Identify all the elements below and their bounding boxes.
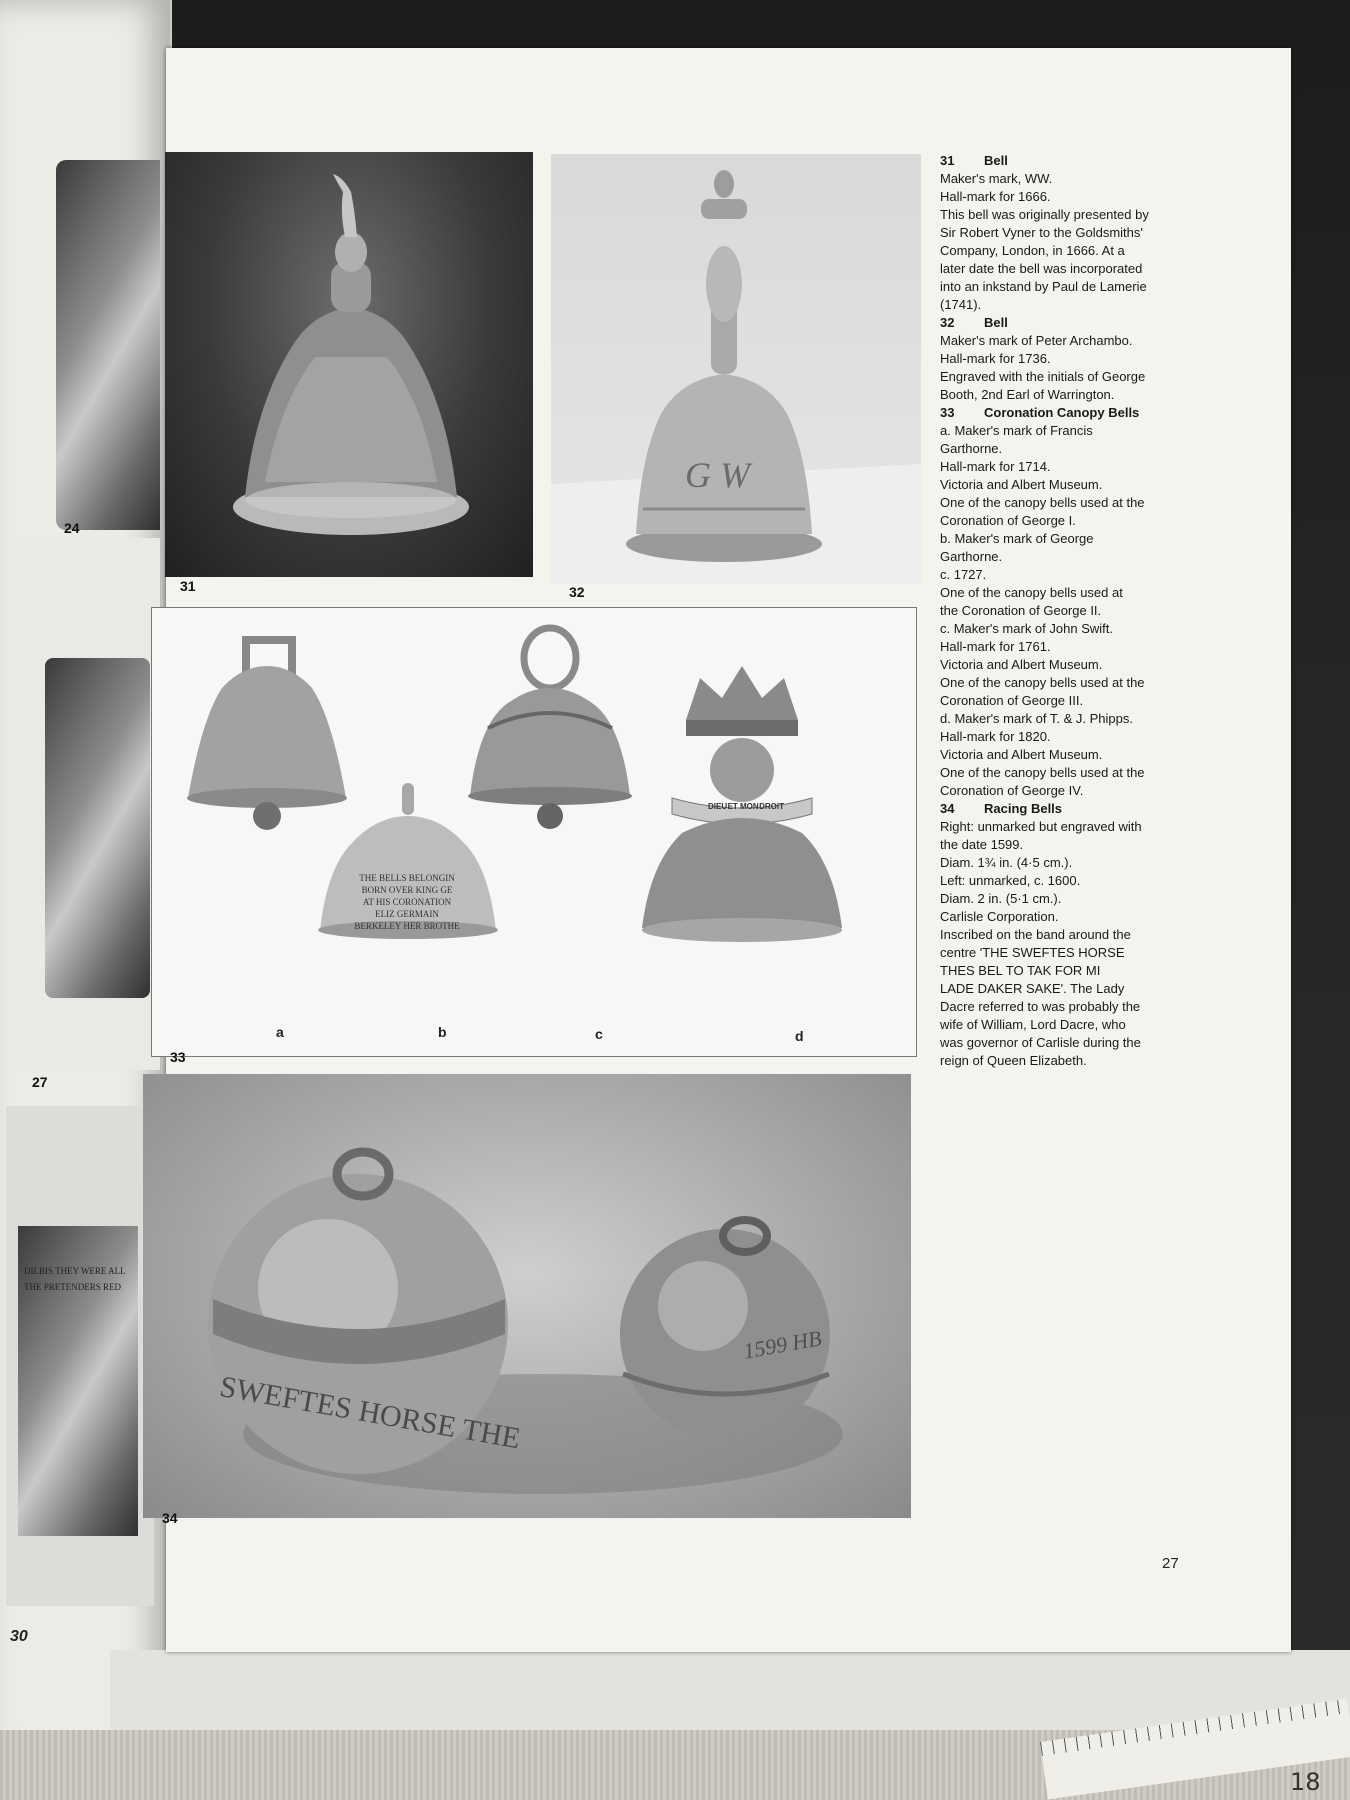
caption-line: Victoria and Albert Museum. [940,747,1103,762]
ruler-mark: 18 [1290,1768,1321,1796]
caption-line: Victoria and Albert Museum. [940,657,1103,672]
caption-line: reign of Queen Elizabeth. [940,1053,1087,1068]
caption-line: into an inkstand by Paul de Lamerie [940,279,1147,294]
ribbon-word-3: DROIT [759,802,784,811]
caption-34 [940,800,1185,1070]
captions-column [940,152,1185,1070]
tankard-photo [56,160,160,530]
caption-line: Diam. 1¾ in. (4·5 cm.). [940,855,1073,870]
caption-line: Maker's mark of Peter Archambo. [940,333,1133,348]
caption-line: Sir Robert Vyner to the Goldsmiths' [940,225,1143,240]
photo-coronation-bells-33 [151,607,917,1057]
caption-31-title: Bell [984,153,1008,168]
page-number: 27 [1162,1555,1179,1572]
caption-line: d. Maker's mark of T. & J. Phipps. [940,711,1133,726]
caption-line: Diam. 2 in. (5·1 cm.). [940,891,1062,906]
caption-line: c. 1727. [940,567,987,582]
caption-33-heading [940,404,1185,422]
caption-line: Hall-mark for 1736. [940,351,1051,366]
ribbon-motto [708,802,784,811]
caption-33-title: Coronation Canopy Bells [984,405,1140,420]
ribbon-word-1: DIEU [708,802,728,811]
caption-line: the date 1599. [940,837,1024,852]
photo-bell-32 [551,154,921,584]
caption-line: One of the canopy bells used at the [940,495,1145,510]
sub-label-d: d [795,1028,804,1044]
caption-line: was governor of Carlisle during the [940,1035,1141,1050]
caption-line: One of the canopy bells used at the [940,765,1145,780]
caption-31-number: 31 [940,153,955,168]
caption-line: Carlisle Corporation. [940,909,1059,924]
ribbon-word-2: ET MON [727,802,759,811]
caption-line: a. Maker's mark of Francis [940,423,1093,438]
table-bell-illustration [551,154,921,584]
caption-line: Dacre referred to was probably the [940,999,1141,1014]
racing-bells-illustration [143,1074,911,1518]
caption-line: the Coronation of George II. [940,603,1102,618]
inscription-line-4: ELIZ GERMAIN [375,909,439,919]
caption-line: Coronation of George III. [940,693,1084,708]
left-page-number: 30 [10,1628,28,1645]
caption-line: (1741). [940,297,982,312]
engraved-initials: G W [685,455,750,495]
caption-line: Inscribed on the band around the [940,927,1131,942]
bell-b-inscription [332,872,482,932]
caption-line: Company, London, in 1666. At a [940,243,1125,258]
caption-line: Hall-mark for 1761. [940,639,1051,654]
caption-34-number: 34 [940,801,955,816]
caption-line: THES BEL TO TAK FOR MI [940,963,1101,978]
caption-line: This bell was originally presented by [940,207,1149,222]
caption-line: Coronation of George IV. [940,783,1084,798]
photo-racing-bells-34 [143,1074,911,1518]
inscription-line-3: AT HIS CORONATION [362,897,452,907]
caption-line: One of the canopy bells used at [940,585,1123,600]
caption-line: Hall-mark for 1714. [940,459,1051,474]
figure-number-27: 27 [32,1074,48,1090]
inscription-line-5: BERKELEY HER BROTHE [354,921,460,931]
page-edge [110,1650,1350,1730]
caption-33-number: 33 [940,405,955,420]
caption-line: b. Maker's mark of George [940,531,1094,546]
caption-34-title: Racing Bells [984,801,1063,816]
beaker-text-1: DILBIS THEY WERE ALL [24,1266,126,1276]
caption-33 [940,404,1185,800]
caption-line: Garthorne. [940,549,1003,564]
sub-label-c: c [595,1026,603,1042]
caption-31-heading [940,152,1185,170]
coronation-bells-illustration [152,608,916,1056]
caption-line: Hall-mark for 1820. [940,729,1051,744]
beaker-photo [45,658,150,998]
caption-32-title: Bell [984,315,1008,330]
racing-bell-date: 1599 HB [741,1325,824,1364]
caption-line: One of the canopy bells used at the [940,675,1145,690]
figure-number-33: 33 [170,1049,186,1065]
caption-line: LADE DAKER SAKE'. The Lady [940,981,1125,996]
caption-line: Maker's mark, WW. [940,171,1053,186]
caption-32-heading [940,314,1185,332]
caption-32-number: 32 [940,315,955,330]
engraved-beaker-panel [6,1106,154,1606]
caption-31 [940,152,1185,314]
beaker-photo-panel [10,538,160,1070]
figure-number-24: 24 [64,520,80,536]
figure-number-34: 34 [162,1510,178,1526]
inscription-line-2: BORN OVER KING GE [361,885,453,895]
caption-line: centre 'THE SWEFTES HORSE [940,945,1125,960]
racing-bell-band-text: SWEFTES HORSE THE [217,1370,523,1456]
caption-line: Garthorne. [940,441,1003,456]
sub-label-b: b [438,1024,447,1040]
inscription-line-1: THE BELLS BELONGIN [359,873,455,883]
caption-line: later date the bell was incorporated [940,261,1143,276]
sub-label-a: a [276,1024,284,1040]
caption-line: c. Maker's mark of John Swift. [940,621,1113,636]
caption-line: Booth, 2nd Earl of Warrington. [940,387,1115,402]
caption-line: wife of William, Lord Dacre, who [940,1017,1126,1032]
caption-line: Hall-mark for 1666. [940,189,1051,204]
caption-line: Victoria and Albert Museum. [940,477,1103,492]
figure-number-31: 31 [180,578,196,594]
caption-line: Left: unmarked, c. 1600. [940,873,1081,888]
ornate-bell-illustration [165,152,533,577]
caption-line: Right: unmarked but engraved with [940,819,1142,834]
caption-line: Engraved with the initials of George [940,369,1146,384]
caption-34-heading [940,800,1185,818]
figure-number-32: 32 [569,584,585,600]
caption-line: Coronation of George I. [940,513,1076,528]
caption-32 [940,314,1185,404]
beaker-text-2: THE PRETENDERS RED [24,1282,122,1292]
photo-bell-31 [165,152,533,577]
